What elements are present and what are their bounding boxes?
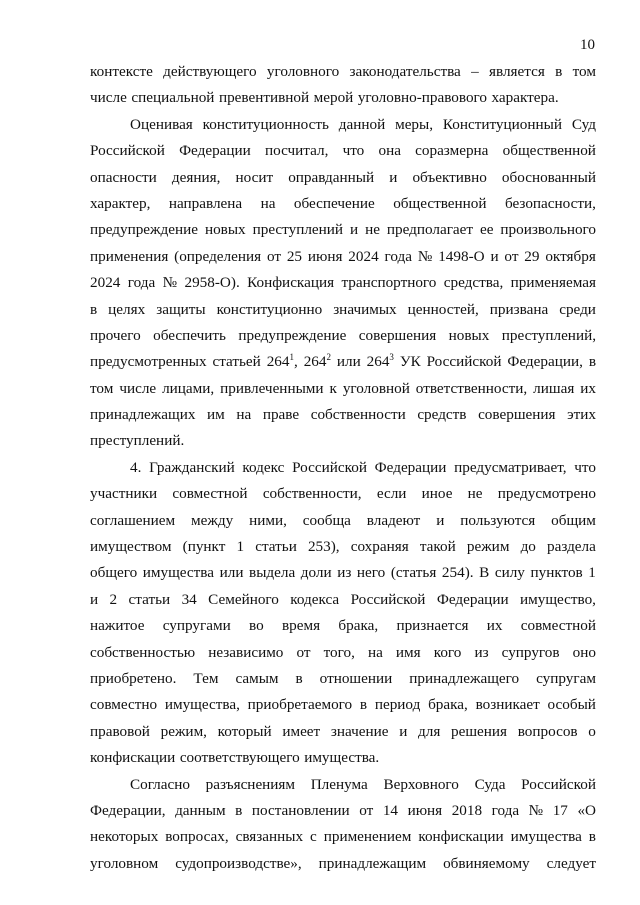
word: (пункт <box>182 538 226 556</box>
word: имуществом <box>90 538 172 556</box>
text-line <box>90 59 596 85</box>
text-line <box>90 85 596 111</box>
word: от <box>359 801 374 819</box>
word: сохраняя <box>350 538 409 556</box>
word: Пленума <box>310 775 368 793</box>
word: безопасности, <box>504 194 596 212</box>
word: целях <box>108 300 146 318</box>
word: конфискации <box>418 828 504 846</box>
word: на <box>260 194 276 212</box>
word: соглашением <box>90 511 176 529</box>
word: объективно <box>412 168 487 186</box>
text-line <box>90 587 596 613</box>
word: что <box>342 142 365 160</box>
word: преступлений <box>252 221 344 239</box>
word: приобретаемого <box>247 696 353 714</box>
word: Федерации <box>436 590 509 608</box>
word: обеспечение <box>293 194 375 212</box>
word: собственности <box>310 406 406 424</box>
word: владеют <box>366 511 421 529</box>
word: числе <box>90 89 127 107</box>
word: том <box>572 63 596 80</box>
word: в <box>588 828 596 846</box>
text-line <box>90 376 596 402</box>
word: (определения <box>174 247 262 265</box>
text-line <box>90 349 596 375</box>
word: супругам <box>536 669 596 687</box>
word: транспортного <box>341 274 437 292</box>
word: статьи <box>128 590 171 608</box>
word: лишая <box>533 379 575 397</box>
word: характера. <box>491 89 559 107</box>
word: решения <box>451 722 508 740</box>
word: и <box>349 221 359 239</box>
text-line <box>90 508 596 534</box>
word: 1 <box>236 538 245 556</box>
text-line <box>90 640 596 666</box>
word: оно <box>572 643 596 661</box>
word: признается <box>396 617 469 635</box>
word: участники <box>90 485 158 503</box>
word: преступлений, <box>501 326 596 344</box>
word: новых <box>204 221 246 239</box>
word: 253), <box>307 538 340 556</box>
word: того, <box>323 643 355 661</box>
word: 254). <box>441 564 474 582</box>
word: 2018 <box>451 801 483 819</box>
word: В <box>479 564 490 582</box>
word: 34 <box>181 590 197 608</box>
word: 4. <box>130 458 142 476</box>
word: $264^1$, <box>266 352 298 371</box>
word: принадлежащих <box>90 406 196 424</box>
superscript: 2 <box>326 352 331 363</box>
word: превентивной <box>218 89 310 107</box>
word: общего <box>90 564 138 582</box>
text-line <box>90 692 596 718</box>
word: привлеченными <box>220 379 324 397</box>
word: «О <box>577 801 596 819</box>
word: или <box>219 564 244 582</box>
word: из <box>474 643 489 661</box>
text-line <box>90 534 596 560</box>
word: вопросах, <box>165 828 229 846</box>
word: приобретено. <box>90 669 177 687</box>
word: деяния, <box>171 168 221 186</box>
word: возникает <box>475 696 540 714</box>
text-line <box>90 481 596 507</box>
word: ними, <box>249 511 287 529</box>
word: от <box>266 247 281 265</box>
word: носит <box>235 168 274 186</box>
word: о <box>588 722 596 740</box>
word: Федерации, <box>90 801 166 819</box>
word: имущества <box>510 828 582 846</box>
word: независимо <box>208 643 284 661</box>
word: уголовном <box>90 854 159 872</box>
word: уголовно-правового <box>357 89 488 107</box>
word: постановлении <box>251 801 350 819</box>
word: брака, <box>428 696 468 714</box>
word: из <box>337 564 352 582</box>
text-line <box>90 244 596 270</box>
word: режим <box>466 538 510 556</box>
word: меры, <box>395 115 434 133</box>
word: совместной <box>172 485 248 503</box>
text-line <box>90 719 596 745</box>
paragraph <box>90 112 596 455</box>
word: Конституционный <box>442 115 562 133</box>
word: данной <box>338 115 386 133</box>
word: опасности <box>90 168 157 186</box>
word: раздела <box>547 538 596 556</box>
word: совершения <box>358 326 437 344</box>
text-line <box>90 666 596 692</box>
word: $264^2$ <box>303 352 331 371</box>
word: иное <box>421 485 453 503</box>
word: применяемая <box>510 274 596 292</box>
word: ее <box>480 221 494 239</box>
word: соответствующего <box>179 749 300 767</box>
word: 2 <box>109 590 118 608</box>
word: Российской <box>426 353 502 371</box>
word: конституционно <box>216 300 323 318</box>
word: Российской <box>292 458 367 476</box>
paragraph <box>90 772 596 878</box>
word: Семейного <box>208 590 279 608</box>
word: Суд <box>571 115 596 133</box>
word: года <box>384 247 412 265</box>
word: предусмотренных <box>90 353 207 371</box>
word: ценностей, <box>407 300 479 318</box>
text-line <box>90 428 596 454</box>
word: года <box>127 274 156 292</box>
word: предполагает <box>386 221 474 239</box>
word: и <box>90 590 99 608</box>
word: является <box>489 63 545 80</box>
word: на <box>367 643 383 661</box>
word: самым <box>235 669 279 687</box>
word: она <box>378 142 401 160</box>
text-line <box>90 851 596 877</box>
word: брака, <box>338 617 379 635</box>
word: и <box>399 722 408 740</box>
word: некоторых <box>90 828 159 846</box>
word: Верховного <box>383 775 459 793</box>
superscript: 1 <box>289 352 294 363</box>
word: обоснованный <box>501 168 596 186</box>
word: новых <box>448 326 490 344</box>
word: имущества, <box>164 696 240 714</box>
word: Гражданский <box>149 458 235 476</box>
text-line <box>90 138 596 164</box>
word: применением <box>323 828 412 846</box>
text-line <box>90 745 596 771</box>
word: этих <box>567 406 596 424</box>
word: их <box>580 379 596 397</box>
word: применения <box>90 247 169 265</box>
word: общественной <box>393 194 487 212</box>
word: имущества. <box>304 749 380 767</box>
word: праве <box>262 406 300 424</box>
word: Российской <box>521 775 596 793</box>
word: разъяснениям <box>205 775 296 793</box>
word: имеет <box>282 722 321 740</box>
word: от <box>504 247 519 265</box>
word: 1498-О <box>438 247 485 265</box>
word: июня <box>407 801 443 819</box>
word: Российской <box>90 142 165 160</box>
word: действующего <box>163 63 257 80</box>
word: 25 <box>286 247 303 265</box>
word: произвольного <box>500 221 596 239</box>
page-number: 10 <box>580 37 595 53</box>
word: значимых <box>333 300 397 318</box>
word: не <box>365 221 380 239</box>
word: преступлений. <box>90 432 185 450</box>
word: Оценивая <box>130 115 193 133</box>
word: $264^3$ <box>366 352 394 371</box>
word: статьей <box>212 353 261 371</box>
word: на <box>236 406 252 424</box>
word: Согласно <box>130 775 190 793</box>
word: имя <box>395 643 421 661</box>
word: который <box>217 722 272 740</box>
word: 17 <box>552 801 568 819</box>
word: что <box>574 458 596 476</box>
word: числе <box>119 379 157 397</box>
word: Федерации, <box>507 353 583 371</box>
word: период <box>374 696 421 714</box>
word: имущества <box>142 564 215 582</box>
word: Федерации <box>374 458 447 476</box>
word: направлена <box>168 194 243 212</box>
word: кого <box>433 643 462 661</box>
word: предупреждение <box>90 221 199 239</box>
word: Федерации <box>179 142 251 160</box>
word: время <box>281 617 321 635</box>
word: принадлежащим <box>318 854 427 872</box>
word: силу <box>494 564 525 582</box>
word: предупреждение <box>238 326 347 344</box>
word: ответственности, <box>415 379 528 397</box>
word: вопросов <box>517 722 578 740</box>
word: года <box>491 801 520 819</box>
document-body <box>90 59 596 877</box>
word: супругов <box>501 643 560 661</box>
word: пунктов <box>530 564 583 582</box>
text-line <box>90 402 596 428</box>
word: им <box>207 406 225 424</box>
word: мерой <box>313 89 354 107</box>
text-line <box>90 270 596 296</box>
paragraph <box>90 59 596 112</box>
word: него <box>356 564 386 582</box>
word: их <box>486 617 503 635</box>
word: совместной <box>520 617 596 635</box>
word: оправданный <box>288 168 375 186</box>
word: 1 <box>588 564 596 582</box>
word: статьи <box>255 538 297 556</box>
word: если <box>376 485 407 503</box>
word: пользуются <box>460 511 536 529</box>
text-line <box>90 165 596 191</box>
word: и <box>436 511 445 529</box>
word: в <box>555 63 563 80</box>
word: октября <box>545 247 596 265</box>
word: Суда <box>474 775 506 793</box>
text-line <box>90 560 596 586</box>
word: № <box>162 274 178 292</box>
word: супругами <box>162 617 231 635</box>
word: специальной <box>131 89 215 107</box>
word: среди <box>559 300 596 318</box>
word: или <box>336 353 361 371</box>
text-line <box>90 798 596 824</box>
word: контексте <box>90 63 153 80</box>
word: призвана <box>489 300 549 318</box>
word: для <box>418 722 441 740</box>
text-line <box>90 613 596 639</box>
word: в <box>588 353 596 371</box>
word: обеспечить <box>153 326 226 344</box>
word: защиты <box>156 300 206 318</box>
word: лицами, <box>162 379 215 397</box>
text-line <box>90 323 596 349</box>
word: – <box>471 63 479 80</box>
word: связанных <box>235 828 304 846</box>
word: предусмотрено <box>497 485 596 503</box>
word: следует <box>546 854 596 872</box>
word: значение <box>330 722 389 740</box>
word: во <box>249 617 264 635</box>
word: общественной <box>502 142 596 160</box>
word: принадлежащего <box>409 669 520 687</box>
word: № <box>417 247 433 265</box>
word: Российской <box>350 590 426 608</box>
word: особый <box>547 696 596 714</box>
text-line <box>90 824 596 850</box>
text-line <box>90 217 596 243</box>
word: конфискации <box>90 749 176 767</box>
word: кодекс <box>242 458 285 476</box>
word: 14 <box>382 801 399 819</box>
word: сообща <box>302 511 351 529</box>
word: кодекса <box>290 590 340 608</box>
word: в <box>90 300 98 318</box>
word: Конфискация <box>247 274 335 292</box>
text-line <box>90 112 596 138</box>
word: Тем <box>193 669 219 687</box>
word: УК <box>399 353 421 371</box>
word: имущество, <box>519 590 596 608</box>
word: характер, <box>90 194 151 212</box>
word: том <box>90 379 114 397</box>
word: июня <box>307 247 343 265</box>
paragraph <box>90 455 596 772</box>
word: собственности, <box>262 485 362 503</box>
word: совершения <box>478 406 556 424</box>
word: уголовного <box>266 63 340 80</box>
word: № <box>528 801 544 819</box>
word: 2024 <box>348 247 379 265</box>
word: в <box>235 801 243 819</box>
word: прочего <box>90 326 141 344</box>
word: выдела <box>249 564 296 582</box>
word: и <box>490 247 499 265</box>
word: совместно <box>90 696 158 714</box>
word: нажитое <box>90 617 145 635</box>
word: между <box>191 511 234 529</box>
word: данным <box>175 801 226 819</box>
word: к <box>329 379 337 397</box>
word: от <box>296 643 311 661</box>
word: соразмерна <box>415 142 489 160</box>
word: в <box>359 696 368 714</box>
word: 29 <box>524 247 540 265</box>
word: предусматривает, <box>454 458 567 476</box>
word: (статья <box>390 564 437 582</box>
word: законодательства <box>349 63 461 80</box>
word: такой <box>419 538 456 556</box>
word: обвиняемому <box>443 854 530 872</box>
text-line <box>90 772 596 798</box>
text-line <box>90 455 596 481</box>
word: судопроизводстве», <box>175 854 302 872</box>
word: отношении <box>319 669 393 687</box>
word: 2958-О). <box>184 274 240 292</box>
word: доли <box>300 564 332 582</box>
word: общим <box>551 511 596 529</box>
word: конституционность <box>202 115 329 133</box>
word: не <box>467 485 483 503</box>
word: посчитал, <box>265 142 329 160</box>
text-line <box>90 191 596 217</box>
word: правовой <box>90 722 150 740</box>
word: средств <box>417 406 467 424</box>
text-line <box>90 297 596 323</box>
superscript: 3 <box>389 352 394 363</box>
word: средства, <box>443 274 504 292</box>
word: в <box>295 669 303 687</box>
word: и <box>389 168 398 186</box>
word: 2024 <box>90 274 121 292</box>
word: с <box>310 828 317 846</box>
word: до <box>520 538 536 556</box>
word: собственностью <box>90 643 196 661</box>
word: режим, <box>160 722 207 740</box>
word: уголовной <box>342 379 410 397</box>
